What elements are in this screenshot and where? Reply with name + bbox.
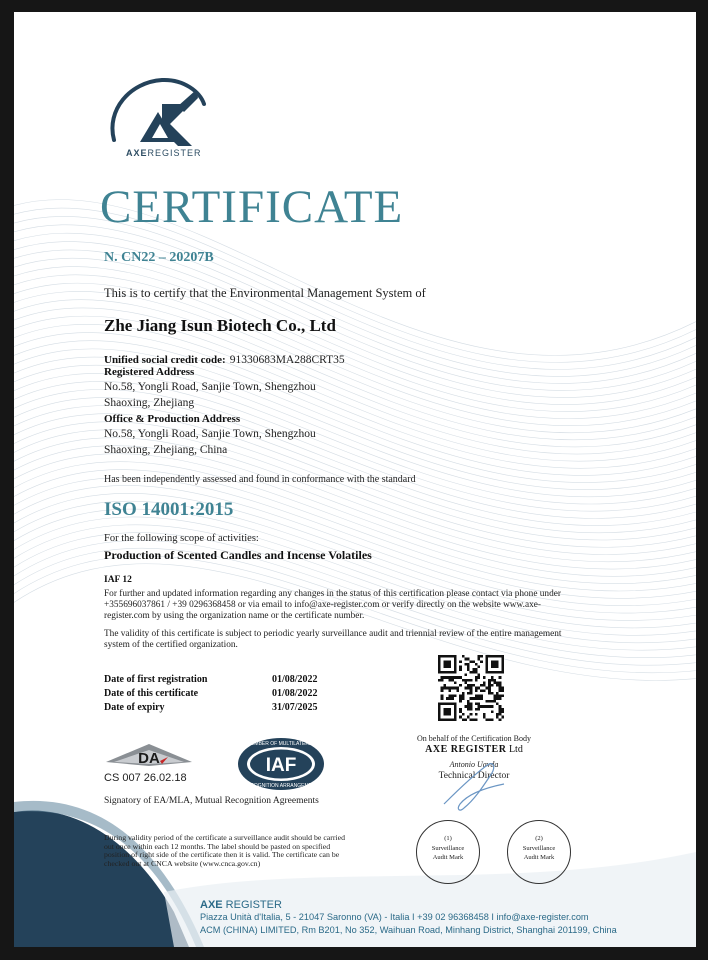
qr-module — [472, 718, 475, 721]
validity-paragraph: The validity of this certificate is subject to periodic yearly surveillance audit and triennial review of the entire management system of the certified organization. — [104, 629, 562, 650]
surveillance-mark-1-line1: Surveillance — [431, 845, 465, 852]
qr-module — [480, 705, 483, 708]
qr-module — [462, 692, 465, 695]
qr-module — [454, 695, 457, 698]
logo-wordmark: AXEREGISTER — [126, 148, 202, 158]
qr-module — [464, 663, 467, 666]
qr-module — [456, 687, 459, 690]
qr-module — [478, 658, 481, 661]
qr-module — [491, 718, 494, 721]
qr-module — [441, 689, 444, 692]
qr-module — [472, 660, 475, 663]
qr-module — [464, 658, 467, 661]
qr-module — [467, 716, 470, 719]
qr-module — [499, 697, 502, 700]
qr-module — [459, 710, 462, 713]
qr-module — [478, 673, 481, 676]
qr-module — [467, 658, 470, 661]
qr-module — [438, 679, 441, 682]
qr-module — [491, 700, 494, 703]
qr-module — [462, 713, 465, 716]
iaf-logo-text: IAF — [265, 755, 297, 776]
qr-module — [470, 703, 473, 706]
qr-module — [486, 687, 489, 690]
qr-module — [491, 679, 494, 682]
qr-module — [478, 687, 481, 690]
qr-module — [491, 692, 494, 695]
surveillance-mark-1-line2: Audit Mark — [432, 854, 464, 861]
qr-module — [483, 716, 486, 719]
qr-module — [467, 687, 470, 690]
qr-module — [470, 671, 473, 674]
qr-module — [483, 676, 486, 679]
date-label-first: Date of first registration — [104, 674, 208, 685]
qr-module — [462, 697, 465, 700]
qr-module — [459, 668, 462, 671]
qr-module — [459, 700, 462, 703]
qr-code[interactable] — [438, 655, 504, 721]
iaf-ring-bottom: RECOGNITION ARRANGEMENT — [243, 783, 319, 789]
qr-module — [467, 700, 470, 703]
signatory-text: Signatory of EA/MLA, Mutual Recognition Agreements — [104, 796, 319, 806]
qr-finder — [443, 660, 451, 668]
qr-module — [499, 695, 502, 698]
qr-module — [467, 668, 470, 671]
qr-module — [499, 708, 502, 711]
qr-module — [480, 660, 483, 663]
qr-module — [499, 684, 502, 687]
qr-module — [454, 676, 457, 679]
credit-code-value: 91330683MA288CRT35 — [229, 354, 345, 366]
qr-module — [478, 708, 481, 711]
surveillance-note: During validity period of the certificate a surveillance audit should be carried out once within each 12 months. The label should be pasted on specified position of right side of the certificate then it is valid. The certificate can be checked out at CNCA website (www.cnca.gov.cn) — [104, 833, 345, 868]
qr-module — [478, 703, 481, 706]
date-label-certificate: Date of this certificate — [104, 688, 199, 699]
qr-module — [475, 718, 478, 721]
qr-module — [441, 697, 444, 700]
registered-address-line1: No.58, Yongli Road, Sanjie Town, Shengzhou — [104, 381, 316, 393]
qr-module — [499, 687, 502, 690]
footer-company: AXE REGISTER — [200, 899, 282, 911]
signer-role: Technical Director — [438, 771, 510, 781]
page-title: CERTIFICATE — [100, 181, 404, 233]
qr-module — [480, 684, 483, 687]
office-address-line2: Shaoxing, Zhejiang, China — [104, 444, 228, 456]
qr-module — [480, 689, 483, 692]
qr-module — [499, 710, 502, 713]
certification-body-name: AXE REGISTER Ltd — [425, 744, 523, 755]
qr-module — [496, 681, 499, 684]
qr-module — [462, 695, 465, 698]
qr-module — [472, 684, 475, 687]
qr-module — [449, 676, 452, 679]
qr-module — [451, 676, 454, 679]
qr-module — [470, 684, 473, 687]
qr-module — [451, 695, 454, 698]
qr-module — [470, 660, 473, 663]
qr-module — [464, 705, 467, 708]
qr-module — [472, 671, 475, 674]
qr-module — [496, 684, 499, 687]
qr-module — [501, 716, 504, 719]
qr-module — [475, 695, 478, 698]
qr-module — [493, 679, 496, 682]
qr-module — [496, 692, 499, 695]
qr-module — [464, 687, 467, 690]
qr-module — [459, 697, 462, 700]
qr-module — [480, 655, 483, 658]
qr-module — [501, 708, 504, 711]
qr-module — [472, 697, 475, 700]
qr-module — [467, 679, 470, 682]
qr-module — [493, 700, 496, 703]
certificate-paper — [14, 12, 696, 947]
qr-module — [446, 676, 449, 679]
qr-module — [499, 718, 502, 721]
date-label-expiry: Date of expiry — [104, 702, 165, 713]
qr-module — [496, 713, 499, 716]
qr-module — [470, 692, 473, 695]
company-name: Zhe Jiang Isun Biotech Co., Ltd — [104, 316, 336, 335]
qr-module — [475, 671, 478, 674]
qr-module — [488, 681, 491, 684]
qr-module — [459, 684, 462, 687]
qr-module — [449, 689, 452, 692]
da-code: CS 007 26.02.18 — [104, 772, 187, 784]
qr-module — [493, 697, 496, 700]
qr-module — [462, 655, 465, 658]
surveillance-mark-2-number: (2) — [535, 835, 543, 842]
date-value-first: 01/08/2022 — [272, 674, 318, 685]
qr-module — [491, 676, 494, 679]
qr-module — [480, 695, 483, 698]
qr-module — [464, 679, 467, 682]
scope-intro: For the following scope of activities: — [104, 533, 259, 544]
da-logo-text: DA — [138, 750, 160, 767]
qr-module — [467, 708, 470, 711]
qr-module — [488, 679, 491, 682]
qr-module — [491, 684, 494, 687]
qr-finder — [443, 708, 451, 716]
qr-module — [483, 713, 486, 716]
qr-module — [496, 697, 499, 700]
qr-module — [501, 695, 504, 698]
qr-module — [443, 684, 446, 687]
standard-name: ISO 14001:2015 — [104, 499, 234, 520]
qr-module — [475, 679, 478, 682]
qr-module — [478, 676, 481, 679]
qr-module — [488, 687, 491, 690]
qr-module — [449, 695, 452, 698]
qr-module — [478, 666, 481, 669]
iaf-ring-top: MEMBER OF MULTILATERAL — [246, 741, 316, 747]
qr-finder — [491, 660, 499, 668]
qr-module — [441, 676, 444, 679]
qr-module — [470, 718, 473, 721]
qr-module — [483, 705, 486, 708]
qr-module — [459, 716, 462, 719]
certify-statement: This is to certify that the Environmental Management System of — [104, 286, 426, 300]
qr-module — [443, 676, 446, 679]
qr-module — [470, 689, 473, 692]
qr-module — [459, 660, 462, 663]
qr-module — [478, 655, 481, 658]
qr-module — [454, 681, 457, 684]
qr-module — [499, 713, 502, 716]
qr-module — [496, 695, 499, 698]
qr-module — [451, 697, 454, 700]
qr-module — [491, 710, 494, 713]
qr-module — [478, 695, 481, 698]
qr-module — [446, 697, 449, 700]
qr-module — [470, 708, 473, 711]
assessed-statement: Has been independently assessed and found in conformance with the standard — [104, 474, 416, 485]
iaf-code: IAF 12 — [104, 575, 132, 585]
qr-module — [488, 684, 491, 687]
qr-module — [488, 689, 491, 692]
handwritten-signature — [434, 754, 524, 814]
qr-module — [470, 687, 473, 690]
qr-module — [501, 710, 504, 713]
qr-module — [475, 708, 478, 711]
office-address-label: Office & Production Address — [104, 413, 241, 425]
qr-module — [464, 673, 467, 676]
qr-module — [472, 668, 475, 671]
qr-module — [486, 700, 489, 703]
qr-module — [467, 684, 470, 687]
date-value-certificate: 01/08/2022 — [272, 688, 318, 699]
registered-address-line2: Shaoxing, Zhejiang — [104, 397, 195, 409]
footer-china-office: ACM (CHINA) LIMITED, Rm B201, No 352, Waihuan Road, Minhang District, Shanghai 201199, China — [200, 925, 617, 935]
qr-module — [475, 689, 478, 692]
qr-module — [441, 679, 444, 682]
qr-module — [449, 679, 452, 682]
qr-module — [475, 687, 478, 690]
qr-module — [459, 695, 462, 698]
qr-module — [459, 666, 462, 669]
qr-module — [488, 718, 491, 721]
qr-module — [488, 692, 491, 695]
qr-module — [501, 689, 504, 692]
qr-module — [496, 703, 499, 706]
credit-code-label: Unified social credit code: — [104, 354, 226, 366]
qr-module — [483, 684, 486, 687]
qr-module — [470, 713, 473, 716]
qr-module — [459, 676, 462, 679]
qr-module — [464, 718, 467, 721]
qr-module — [486, 705, 489, 708]
qr-module — [443, 687, 446, 690]
registered-address-label: Registered Address — [104, 366, 195, 378]
qr-module — [449, 697, 452, 700]
qr-module — [449, 687, 452, 690]
certificate-number: N. CN22 – 20207B — [104, 250, 214, 265]
info-paragraph: For further and updated information regarding any changes in the status of this certification please contact via phone under +355696037861 / +39 0296368458 or via email to info@axe-register.com or verify directly on the website www.axe-register.com by using the organization name or the certificate number. — [104, 589, 561, 621]
signer-name: Antonio Uavda — [449, 760, 499, 769]
qr-module — [467, 692, 470, 695]
footer-address: Piazza Unità d'Italia, 5 - 21047 Saronno (VA) - Italia I +39 02 96368458 I info@axe-register.com — [200, 912, 589, 922]
qr-module — [467, 666, 470, 669]
qr-module — [475, 703, 478, 706]
office-address-line1: No.58, Yongli Road, Sanjie Town, Shengzhou — [104, 428, 316, 440]
qr-module — [486, 718, 489, 721]
qr-module — [441, 695, 444, 698]
qr-module — [462, 718, 465, 721]
qr-module — [464, 681, 467, 684]
qr-module — [467, 705, 470, 708]
qr-module — [470, 705, 473, 708]
qr-module — [478, 697, 481, 700]
qr-module — [470, 679, 473, 682]
qr-module — [483, 689, 486, 692]
qr-module — [480, 697, 483, 700]
qr-module — [475, 697, 478, 700]
qr-module — [475, 713, 478, 716]
qr-module — [467, 663, 470, 666]
qr-module — [451, 687, 454, 690]
qr-module — [475, 676, 478, 679]
surveillance-mark-2-line2: Audit Mark — [523, 854, 555, 861]
qr-module — [451, 679, 454, 682]
qr-module — [467, 703, 470, 706]
surveillance-mark-1-number: (1) — [444, 835, 452, 842]
qr-module — [499, 676, 502, 679]
qr-module — [483, 681, 486, 684]
qr-module — [488, 700, 491, 703]
qr-module — [454, 687, 457, 690]
qr-module — [496, 716, 499, 719]
on-behalf-text: On behalf of the Certification Body — [417, 734, 531, 743]
qr-module — [475, 668, 478, 671]
scope-text: Production of Scented Candles and Incense Volatiles — [104, 548, 372, 562]
qr-module — [501, 687, 504, 690]
qr-module — [488, 705, 491, 708]
qr-module — [475, 663, 478, 666]
surveillance-mark-2-line1: Surveillance — [522, 845, 556, 852]
qr-module — [456, 676, 459, 679]
qr-module — [499, 705, 502, 708]
qr-module — [459, 708, 462, 711]
qr-module — [493, 681, 496, 684]
iaf-logo — [236, 736, 326, 792]
qr-module — [456, 689, 459, 692]
date-value-expiry: 31/07/2025 — [272, 702, 318, 713]
qr-module — [491, 705, 494, 708]
qr-module — [478, 705, 481, 708]
qr-module — [446, 687, 449, 690]
qr-module — [441, 687, 444, 690]
qr-module — [499, 689, 502, 692]
qr-module — [462, 679, 465, 682]
qr-module — [470, 697, 473, 700]
qr-module — [499, 681, 502, 684]
qr-module — [493, 695, 496, 698]
